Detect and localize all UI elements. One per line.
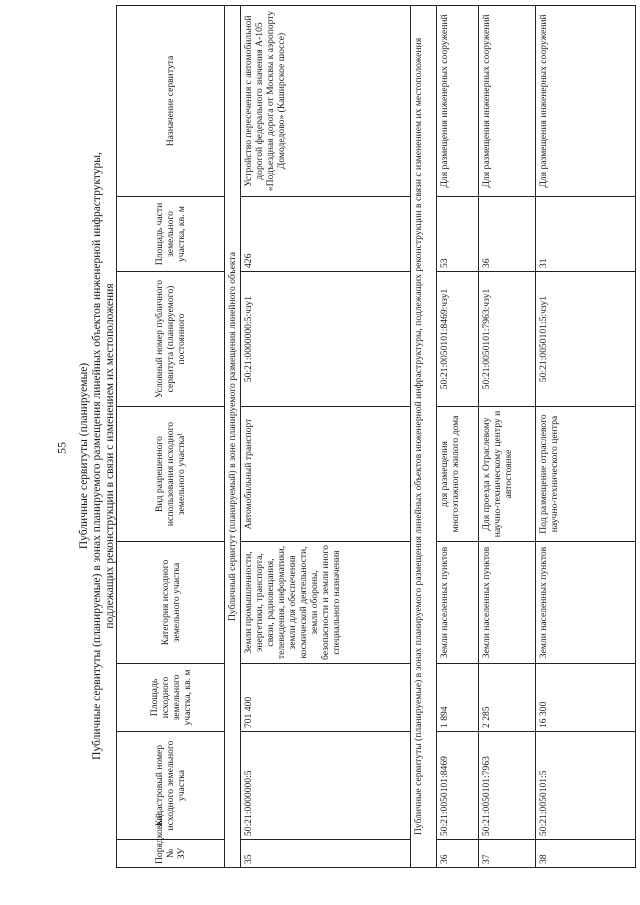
header-cell: Кадастровый номер исходного земельного участка (117, 732, 225, 840)
cell-area: 2 285 (479, 664, 536, 732)
cell-purpose: Устройство пересечения с автомобильной дорогой федерального значения А-105 «Подъездная дорога от Москвы к аэропорту Домодедово» (Каширское шоссе) (241, 6, 411, 197)
title-line-3: подлежащих реконструкции в связи с изменением их местоположения (104, 283, 116, 629)
cell-purpose: Для размещения инженерных сооружений (479, 6, 536, 197)
title-line-1: Публичные сервитуты (планируемые) (78, 362, 90, 550)
cell-part-area: 36 (479, 197, 536, 272)
table-row (479, 6, 536, 868)
cell-permitted-use: Автомобильный транспорт (241, 407, 411, 542)
cell-number: 36 (437, 840, 479, 868)
cell-permitted-use: Для проезда к Отраслевому научно-техническому центру и автостоянке (479, 407, 536, 542)
section-heading: Публичные сервитуты (планируемые) в зонах планируемого размещения линейных объектов инженерной инфраструктуры, подлежащих реконструкции в связи с изменением их местоположения (411, 6, 437, 868)
header-cell: Площадь части земельного участка, кв. м (117, 197, 225, 272)
cell-servitude-number: 50:21:0000000:5:чзу1 (241, 272, 411, 407)
header-cell: Вид разрешенного использования исходного земельного участка¹ (117, 407, 225, 542)
cell-purpose: Для размещения инженерных сооружений (536, 6, 636, 197)
cell-cadastral-number: 50:21:0050101:5 (536, 732, 636, 840)
table-header-row (117, 6, 225, 868)
page-number: 55 (54, 442, 69, 454)
cell-category: Земли населенных пунктов (536, 542, 636, 664)
header-cell: Условный номер публичного сервитута (планируемого) постоянного (117, 272, 225, 407)
header-cell: Порядковый № ЗУ (117, 840, 225, 868)
cell-category: Земли населенных пунктов (479, 542, 536, 664)
table-row (241, 6, 411, 868)
cell-permitted-use: для размещения многоэтажного жилого дома (437, 407, 479, 542)
cell-cadastral-number: 50:21:0050101:8469 (437, 732, 479, 840)
cell-number: 37 (479, 840, 536, 868)
title-line-2: Публичные сервитуты (планируемые) в зонах планируемого размещения линейных объектов инженерной инфраструктуры, (91, 152, 103, 760)
header-cell: Категория исходного земельного участка (117, 542, 225, 664)
header-cell: Площадь исходного земельного участка, кв. м (117, 664, 225, 732)
cell-part-area: 53 (437, 197, 479, 272)
cell-part-area: 426 (241, 197, 411, 272)
cell-area: 16 300 (536, 664, 636, 732)
cell-purpose: Для размещения инженерных сооружений (437, 6, 479, 197)
cell-cadastral-number: 50:21:0050101:7963 (479, 732, 536, 840)
header-cell: Назначение сервитута (117, 6, 225, 197)
cell-area: 1 894 (437, 664, 479, 732)
table-row (536, 6, 636, 868)
table-row (437, 6, 479, 868)
section-row (411, 6, 437, 868)
section-row (225, 6, 241, 868)
cell-cadastral-number: 50:21:0000000:5 (241, 732, 411, 840)
servitude-table (116, 5, 636, 868)
cell-area: 701 400 (241, 664, 411, 732)
rotated-page-content (0, 10, 640, 896)
cell-servitude-number: 50:21:0050101:8469:чзу1 (437, 272, 479, 407)
section-heading: Публичный сервитут (планируемый) в зоне планируемого размещения линейного объекта (225, 6, 241, 868)
cell-servitude-number: 50:21:0050101:7963:чзу1 (479, 272, 536, 407)
cell-category: Земли промышленности, энергетики, транспорта, связи, радиовещания, телевидения, информатики, земли для обеспечения космической деятельности, земли обороны, безопасности и земли иного специального назначения (241, 542, 411, 664)
cell-permitted-use: Под размещение отраслевого научно-технического центра (536, 407, 636, 542)
cell-part-area: 31 (536, 197, 636, 272)
cell-number: 35 (241, 840, 411, 868)
cell-category: Земли населенных пунктов (437, 542, 479, 664)
cell-servitude-number: 50:21:0050101:5:чзу1 (536, 272, 636, 407)
cell-number: 38 (536, 840, 636, 868)
document-title (78, 16, 117, 896)
